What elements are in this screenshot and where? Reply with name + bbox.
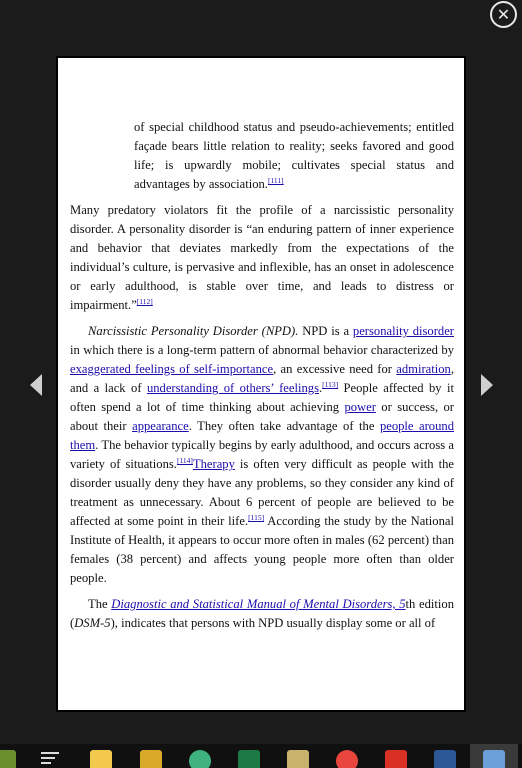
link-self-importance[interactable]: exaggerated feelings of self-importance bbox=[70, 362, 274, 376]
footnote-ref[interactable]: [111] bbox=[267, 176, 284, 185]
tree-app-icon[interactable] bbox=[0, 750, 16, 768]
paragraph-dsm bbox=[70, 595, 454, 633]
footnote-ref[interactable]: [115] bbox=[248, 513, 265, 522]
text-run: is often very difficult as people with the disorder usually deny they have any problems, so they consider any kind of treatment as unnecessary. About 6 percent of people are believed to be affected at some point in their life. bbox=[70, 457, 454, 528]
chevron-right-icon[interactable] bbox=[476, 372, 498, 398]
text-run: People affected by it often spend a lot of time thinking about achieving bbox=[70, 381, 454, 414]
chevron-left-icon[interactable] bbox=[25, 372, 47, 398]
notepad-icon[interactable] bbox=[287, 750, 309, 768]
text-run: The bbox=[88, 597, 112, 611]
excel-icon[interactable] bbox=[238, 750, 260, 768]
file-explorer-icon[interactable] bbox=[90, 750, 112, 768]
text-run: in which there is a long-term pattern of abnormal behavior characterized by bbox=[70, 343, 454, 357]
link-understanding-feelings[interactable]: understanding of others’ feelings bbox=[146, 381, 319, 395]
close-icon[interactable]: ✕ bbox=[490, 1, 517, 28]
paragraph-text: Many predatory violators fit the profile of a narcissistic personality disorder. A personality disorder is “an enduring pattern of inner experience and behavior that deviates markedly from the expectations of the individual’s culture, is pervasive and inflexible, has an onset in adolescence or early adulthood, is stable over time, and leads to distress or impairment.” bbox=[70, 203, 454, 312]
text-run: . The behavior typically begins by early adulthood, and occurs across a variety of situations. bbox=[70, 438, 454, 471]
link-power[interactable]: power bbox=[344, 400, 376, 414]
security-center-icon[interactable] bbox=[140, 750, 162, 768]
text-run: . They often take advantage of the bbox=[188, 419, 380, 433]
link-admiration[interactable]: admiration bbox=[396, 362, 451, 376]
text-run: According the study by the National Institute of Health, it appears to occur more often in males (62 percent) than females (38 percent) and affects young people more often than older people. bbox=[70, 514, 454, 585]
link-therapy[interactable]: Therapy bbox=[192, 457, 235, 471]
task-view-icon[interactable] bbox=[40, 750, 60, 768]
page-text bbox=[70, 118, 454, 640]
footnote-ref[interactable]: [113] bbox=[322, 380, 339, 389]
text-run: , an excessive need for bbox=[273, 362, 397, 376]
section-title: Narcissistic Personality Disorder (NPD). bbox=[88, 324, 299, 338]
taskbar bbox=[0, 744, 522, 768]
active-app-icon[interactable] bbox=[483, 750, 505, 768]
paragraph-definition bbox=[70, 201, 454, 315]
text-run: or success, or about their bbox=[70, 400, 454, 433]
chrome-icon[interactable] bbox=[336, 750, 358, 768]
atom-icon[interactable] bbox=[189, 750, 211, 768]
link-personality-disorder[interactable]: personality disorder bbox=[352, 324, 454, 338]
text-run: th edition ( bbox=[70, 597, 454, 630]
quote-text: of special childhood status and pseudo-achievements; entitled façade bears little relation to reality; seeks favored and good life; is upwardly mobile; cultivates special status and advantages by association. bbox=[134, 120, 454, 191]
dsm-abbreviation: DSM-5 bbox=[74, 616, 111, 630]
link-appearance[interactable]: appearance bbox=[132, 419, 189, 433]
text-run: NPD is a bbox=[298, 324, 353, 338]
paragraph-npd: Narcissistic Personality Disorder (NPD). NPD is a personality disorder in which there is a long-term pattern of abnormal behavior characterized by exaggerated feelings of self-importance, an excessive need for admiration, and a lack of understanding of others’ feelings.[113] People affected by it often spend a lot of time thinking about achieving power or success, or about their appearance. They often take advantage of the people around them. The behavior typically begins by early adulthood, and occurs across a variety of situations.[114]Therapy is often very difficult as people with the disorder usually deny they have any problems, so they consider any kind of treatment as unnecessary. About 6 percent of people are believed to be affected at some point in their life.[115] According the study by the National Institute of Health, it appears to occur more often in males (62 percent) than females (38 percent) and affects young people more often than older people. bbox=[70, 324, 454, 585]
footnote-ref[interactable]: [114] bbox=[176, 456, 193, 465]
text-run: , and a lack of bbox=[70, 362, 454, 395]
word-icon[interactable] bbox=[434, 750, 456, 768]
footnote-ref[interactable]: [112] bbox=[136, 297, 153, 306]
block-quote bbox=[134, 118, 454, 194]
link-dsm[interactable]: Diagnostic and Statistical Manual of Mental Disorders, 5 bbox=[111, 597, 406, 611]
text-run: ), indicates that persons with NPD usually display some or all of bbox=[110, 616, 436, 630]
link-people-around-them[interactable]: people around them bbox=[70, 419, 454, 452]
pdf-reader-icon[interactable] bbox=[385, 750, 407, 768]
document-page bbox=[56, 56, 466, 712]
